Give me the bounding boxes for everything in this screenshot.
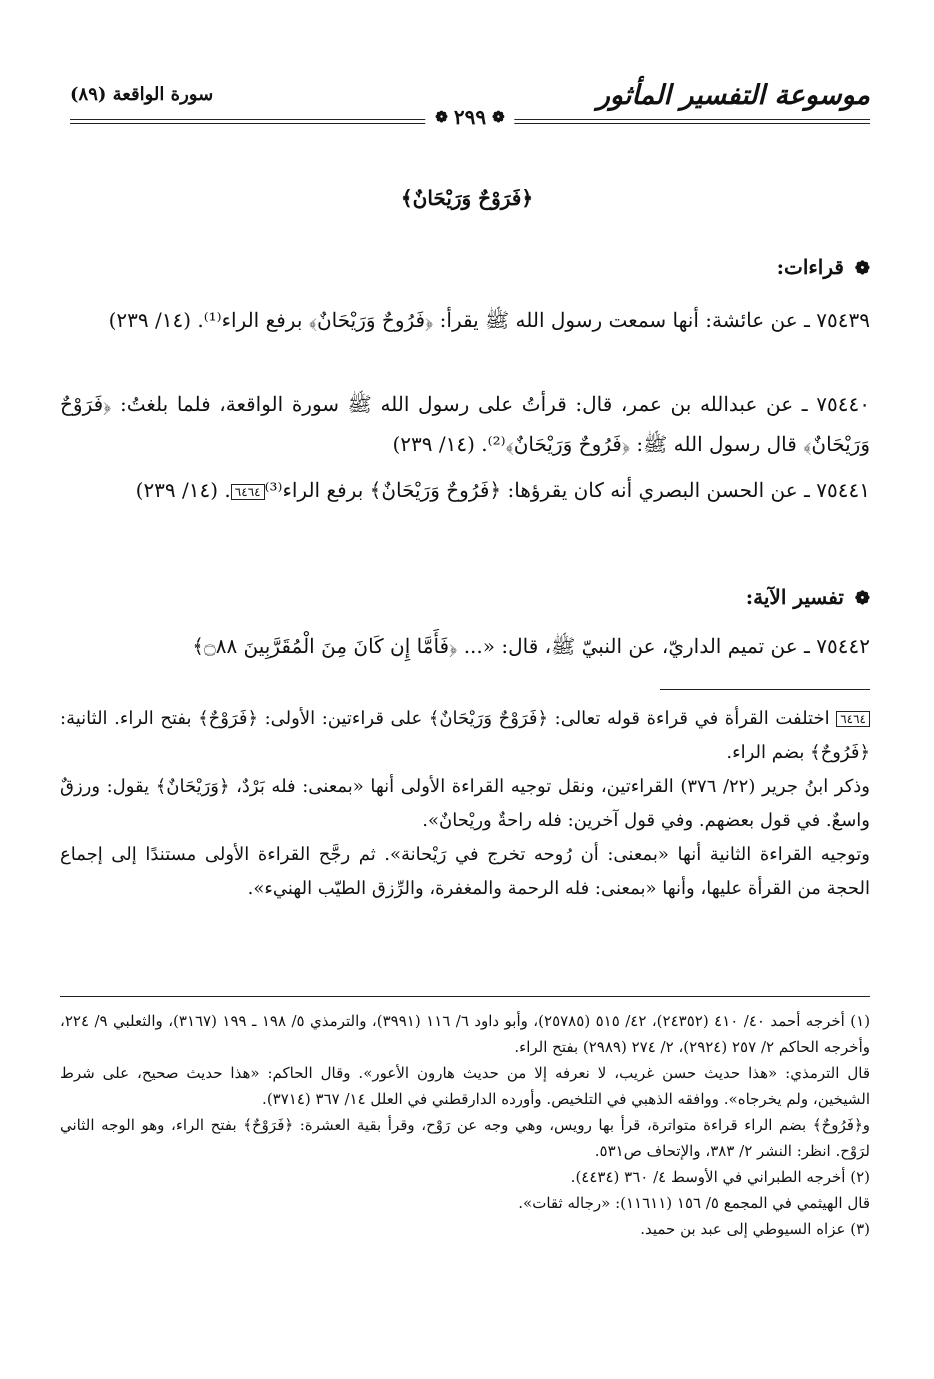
footnote: قال الترمذي: «هذا حديث حسن غريب، لا نعرفه إلا من حديث هارون الأعور». وقال الحاكم: «هذا حديث صحيح، على شرط الشيخين، ولم يخرجاه». ووافقه الذهبي في التلخيص. وأورده الدارقطني في العلل ١٤/ ٣٦٧ (٣٧١٤). <box>60 1064 870 1108</box>
ornament-icon: ❁ <box>492 108 505 126</box>
book-title: موسوعة التفسير المأثور <box>596 80 870 111</box>
section-title: قراءات: <box>776 255 844 279</box>
reading-entry-text: ٧٥٤٤١ ـ عن الحسن البصري أنه كان يقرؤها: ﴿فَرُوحٌ وَرَيْحَانٌ﴾ برفع الراء⁽³⁾ <box>264 478 870 502</box>
commentary-block <box>60 702 870 906</box>
flower-icon: ❁ <box>854 258 870 279</box>
page-header <box>70 72 870 142</box>
surah-label: سورة الواقعة (٨٩) <box>70 84 214 105</box>
reading-entry: ٧٥٤٣٩ ـ عن عائشة: أنها سمعت رسول الله ﷺ يقرأ: ﴿فَرُوحٌ وَرَيْحَانٌ﴾ برفع الراء⁽¹⁾. (١٤/ ٢٣٩) <box>108 308 870 332</box>
commentary-line: وتوجيه القراءة الثانية أنها «بمعنى: أن رُوحه تخرج في رَيْحانة». ثم رجَّح القراءة الأولى مستندًا إلى إجماع الحجة من القرأة عليها، وأنها «بمعنى: فله الرحمة والمغفرة، والرِّزق الطيّب الهنيء». <box>60 844 870 899</box>
ornament-icon: ❁ <box>435 108 448 126</box>
footnote-divider <box>60 996 870 997</box>
flower-icon: ❁ <box>854 588 870 609</box>
page-number: ٢٩٩ <box>453 105 487 129</box>
note-reference-box: ٦٤٦٤ <box>836 711 870 727</box>
section-title: تفسير الآية: <box>745 585 844 609</box>
section-heading-tafsir <box>60 585 870 609</box>
ayah-heading: ﴿فَرَوْحٌ وَرَيْحَانٌ﴾ <box>400 186 534 210</box>
footnote: (٣) عزاه السيوطي إلى عبد بن حميد. <box>640 1220 870 1238</box>
footnote: قال الهيثمي في المجمع ٥/ ١٥٦ (١١٦١١): «رجاله ثقات». <box>518 1194 870 1212</box>
commentary-line: اختلفت القرأة في قراءة قوله تعالى: ﴿فَرَوْحٌ وَرَيْحَانٌ﴾ على قراءتين: الأولى: ﴿فَرَوْحٌ﴾ بفتح الراء. الثانية: ﴿فَرُوحٌ﴾ بضم الراء. <box>60 708 870 763</box>
commentary-divider <box>660 689 870 690</box>
reading-entry: ٧٥٤٤٠ ـ عن عبدالله بن عمر، قال: قرأتُ على رسول الله ﷺ سورة الواقعة، فلما بلغتُ: ﴿فَرَوْحٌ وَرَيْحَانٌ﴾ قال رسول الله ﷺ: ﴿فَرُوحٌ وَرَيْحَانٌ﴾⁽²⁾. (١٤/ ٢٣٩) <box>60 392 870 456</box>
reading-entry <box>60 470 870 510</box>
footnote: (٢) أخرجه الطبراني في الأوسط ٤/ ٣٦٠ (٤٤٣٤). <box>570 1168 870 1186</box>
commentary-line: وذكر ابنُ جرير (٢٢/ ٣٧٦) القراءتين، ونقل توجيه القراءة الأولى أنها «بمعنى: فله بَرْدٌ، ﴿وَرَيْحَانٌ﴾ يقول: ورزقٌ واسعٌ. في قول بعضهم. وفي قول آخرين: فله راحةٌ وريْحانٌ». <box>60 776 870 831</box>
footnotes <box>60 1008 870 1242</box>
footnote: (١) أخرجه أحمد ٤٠/ ٤١٠ (٢٤٣٥٢)، ٤٢/ ٥١٥ (٢٥٧٨٥)، وأبو داود ٦/ ١١٦ (٣٩٩١)، والترمذي ٥/ ١٩٨ ـ ١٩٩ (٣١٦٧)، والثعلبي ٩/ ٢٢٤، وأخرجه الحاكم ٢/ ٢٥٧ (٢٩٢٤)، ٢/ ٢٧٤ (٢٩٨٩) بفتح الراء. <box>60 1012 871 1056</box>
tafsir-entry: ٧٥٤٤٢ ـ عن تميم الداريّ، عن النبيّ ﷺ، قال: «... ﴿فَأَمَّا إِن كَانَ مِنَ الْمُقَرَّبِينَ ۝٨٨﴾ <box>192 634 870 658</box>
reading-entry-ref: . (١٤/ ٢٣٩) <box>135 478 231 502</box>
footnote: و﴿فَرُوحٌ﴾ بضم الراء قراءة متواترة، قرأ بها رويس، وهي وجه عن رَوْح، وقرأ بقية العشرة: ﴿فَرَوْحٌ﴾ بفتح الراء، وهو الوجه الثاني لرَوْح. انظر: النشر ٢/ ٣٨٣، والإتحاف ص٥٣١. <box>60 1116 870 1160</box>
section-heading-readings <box>60 255 870 279</box>
page-number-group <box>425 105 514 129</box>
note-reference-box: ٦٤٦٤ <box>231 484 265 500</box>
